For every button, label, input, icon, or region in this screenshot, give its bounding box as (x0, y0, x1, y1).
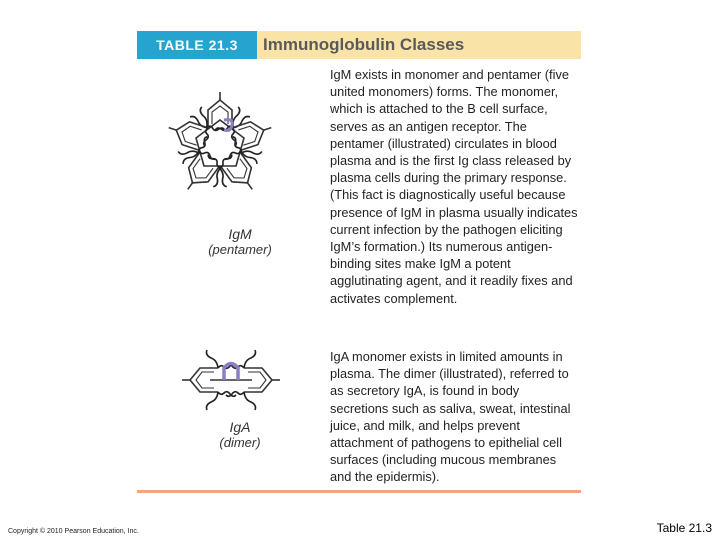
igm-caption (185, 227, 295, 257)
igm-form: (pentamer) (208, 242, 272, 257)
table-title: Immunoglobulin Classes (263, 35, 465, 54)
igm-name: IgM (228, 226, 252, 242)
table-number: Table 21.3 (656, 521, 712, 535)
table-label: TABLE 21.3 (137, 31, 257, 59)
iga-form: (dimer) (219, 435, 261, 450)
iga-description: IgA monomer exists in limited amounts in plasma. The dimer (illustrated), referred to as secretory IgA, is found in body secretions such as saliva, sweat, intestinal juice, and milk, and helps prevent attachment of pathogens to epithelial cell surfaces (including mucous membranes and the epidermis). (330, 349, 571, 485)
table-bottom-rule (137, 490, 581, 493)
table-header (137, 31, 581, 59)
copyright: Copyright © 2010 Pearson Education, Inc. (8, 528, 139, 535)
igm-pentamer (159, 92, 280, 207)
iga-caption (185, 420, 295, 450)
iga-name: IgA (229, 419, 251, 435)
iga-dimer (182, 350, 280, 410)
igm-description: IgM exists in monomer and pentamer (five united monomers) forms. The monomer, which is attached to the B cell surface, serves as an antigen receptor. The pentamer (illustrated) circulates in blood plasma and is the first Ig class released by plasma cells during the primary response. (This fact is diagnostically useful because presence of IgM in plasma usually indicates current infection by the pathogen eliciting IgM’s formation.) Its numerous antigen-binding sites make IgM a potent agglutinating agent, and it readily fixes and activates complement. (330, 67, 578, 306)
